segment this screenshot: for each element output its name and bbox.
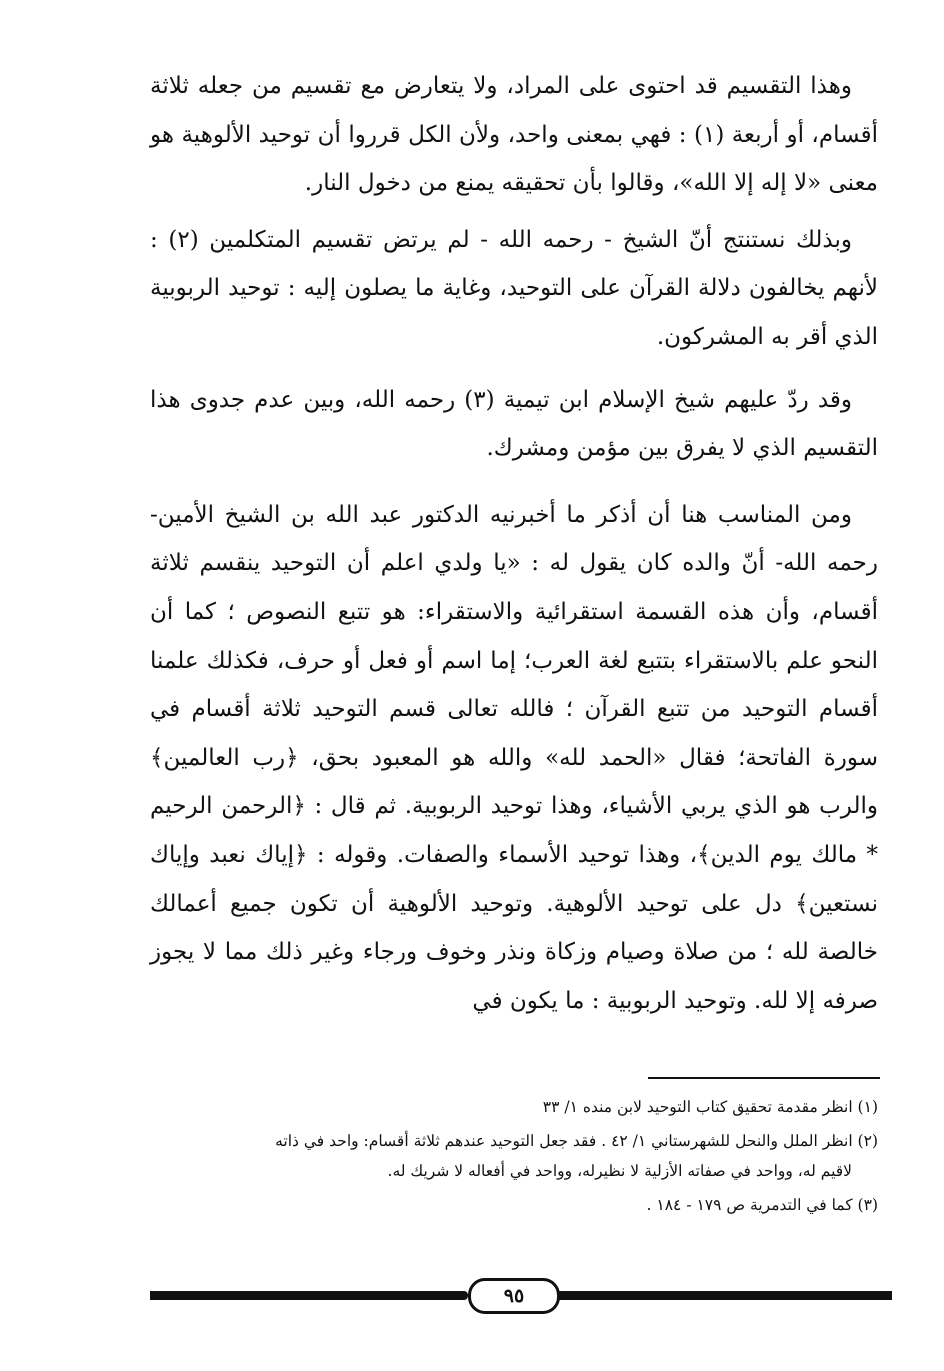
footnote-3-text: (٣) كما في التدمرية ص ١٧٩ - ١٨٤ . <box>646 1196 878 1214</box>
paragraph-2: وبذلك نستنتج أنّ الشيخ - رحمه الله - لم يرتض تقسيم المتكلمين (٢) : لأنهم يخالفون دلالة القرآن على التوحيد، وغاية ما يصلون إليه : توحيد الربوبية الذي أقر به المشركون. <box>150 226 878 350</box>
page-footer-bar <box>150 1278 892 1312</box>
footnote-2 <box>150 1126 878 1186</box>
footer-rule-left <box>150 1291 468 1300</box>
footnote-1-text: (١) انظر مقدمة تحقيق كتاب التوحيد لابن منده ١/ ٣٣ <box>542 1098 878 1116</box>
paragraph-4: ومن المناسب هنا أن أذكر ما أخبرنيه الدكتور عبد الله بن الشيخ الأمين- رحمه الله- أنّ والده كان يقول له : «يا ولدي اعلم أن التوحيد ينقسم ثلاثة أقسام، وأن هذه القسمة استقرائية والاستقراء: هو تتبع النصوص ؛ كما أن النحو علم بالاستقراء بتتبع لغة العرب؛ إما اسم أو فعل أو حرف، فكذلك علمنا أقسام التوحيد من تتبع القرآن ؛ فالله تعالى قسم التوحيد ثلاثة أقسام في سورة الفاتحة؛ فقال «الحمد لله» والله هو المعبود بحق، ﴿رب العالمين﴾ والرب هو الذي يربي الأشياء، وهذا توحيد الربوبية. ثم قال : ﴿الرحمن الرحيم * مالك يوم الدين﴾، وهذا توحيد الأسماء والصفات. وقوله : ﴿إياك نعبد وإياك نستعين﴾ دل على توحيد الألوهية. وتوحيد الألوهية أن تكون جميع أعمالك خالصة لله ؛ من صلاة وصيام وزكاة ونذر وخوف ورجاء وغير ذلك مما لا يجوز صرفه إلا لله. وتوحيد الربوبية : ما يكون في <box>150 501 878 1014</box>
footnote-3 <box>150 1190 878 1220</box>
main-text <box>150 62 878 1025</box>
footnote-1 <box>150 1092 878 1122</box>
footer-rule-right <box>554 1291 892 1300</box>
footnote-divider <box>648 1077 880 1079</box>
footnotes <box>150 1092 878 1224</box>
footnote-2-continuation: لاقيم له، وواحد في صفاته الأزلية لا نظيرله، وواحد في أفعاله لا شريك له. <box>387 1162 852 1180</box>
page-number: ٩٥ <box>468 1278 560 1314</box>
paragraph-1: وهذا التقسيم قد احتوى على المراد، ولا يتعارض مع تقسيم من جعله ثلاثة أقسام، أو أربعة (١) : فهي بمعنى واحد، ولأن الكل قرروا أن توحيد الألوهية هو معنى «لا إله إلا الله»، وقالوا بأن تحقيقه يمنع من دخول النار. <box>150 73 878 197</box>
paragraph-3: وقد ردّ عليهم شيخ الإسلام ابن تيمية (٣) رحمه الله، وبين عدم جدوى هذا التقسيم الذي لا يفرق بين مؤمن ومشرك. <box>150 386 878 462</box>
footnote-2-text: (٢) انظر الملل والنحل للشهرستاني ١/ ٤٢ . فقد جعل التوحيد عندهم ثلاثة أقسام: واحد في ذاته <box>275 1132 878 1150</box>
